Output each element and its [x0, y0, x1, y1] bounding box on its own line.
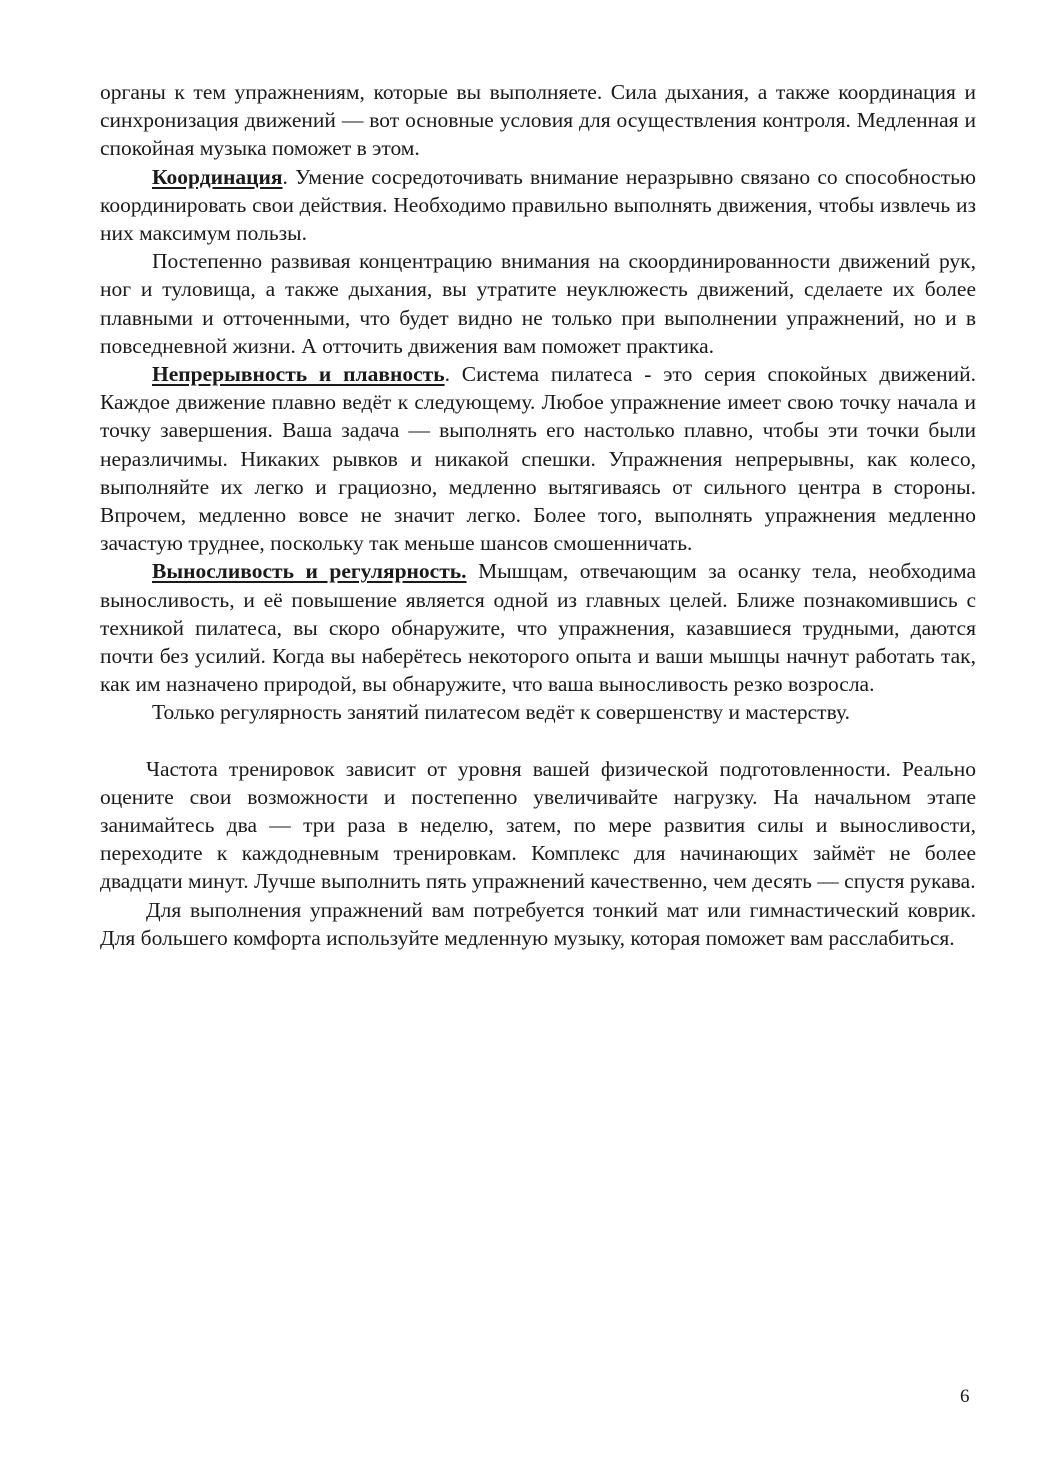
paragraph-equipment: Для выполнения упражнений вам потребуется тонкий мат или гимнастический коврик. Для большего комфорта используйте медленную музыку, которая поможет вам расслабиться.: [100, 897, 976, 950]
paragraph-gap: [100, 727, 976, 755]
paragraph-endurance-text: Мышцам, отвечающим за осанку тела, необходима выносливость, и её повышение является одной из главных целей. Ближе познакомившись с техникой пилатеса, вы скоро обнаружите, что упражнения, казавшиеся трудными, даются почти без усилий. Когда вы наберётесь некоторого опыта и ваши мышцы начнут работать так, как им назначено природой, вы обнаружите, что ваша выносливость резко возросла.: [100, 559, 976, 697]
paragraph-endurance: [100, 557, 976, 698]
paragraph-continuity-text: . Система пилатеса - это серия спокойных движений. Каждое движение плавно ведёт к следующему. Любое упражнение имеет свою точку начала и точку завершения. Ваша задача — выполнять его настолько плавно, чтобы эти точки были неразличимы. Никаких рывков и никакой спешки. Упражнения непрерывны, как колесо, выполняйте их легко и грациозно, медленно вытягиваясь от сильного центра в стороны. Впрочем, медленно вовсе не значит легко. Более того, выполнять упражнения медленно зачастую труднее, поскольку так меньше шансов смошенничать.: [100, 362, 976, 556]
paragraph-control-continuation: органы к тем упражнениям, которые вы выполняете. Сила дыхания, а также координация и синхронизация движений — вот основные условия для осуществления контроля. Медленная и спокойная музыка поможет в этом.: [100, 80, 976, 161]
term-continuity: Непрерывность и плавность: [152, 362, 445, 387]
paragraph-continuity: [100, 360, 976, 557]
term-endurance: Выносливость и регулярность.: [152, 559, 467, 584]
term-coordination: Координация: [152, 164, 283, 189]
page-number: 6: [960, 1386, 970, 1407]
paragraph-coordination-text: . Умение сосредоточивать внимание неразрывно связано со способностью координировать свои действия. Необходимо правильно выполнять движения, чтобы извлечь из них максимум пользы.: [100, 164, 976, 246]
paragraph-training-frequency: Частота тренировок зависит от уровня вашей физической подготовленности. Реально оцените свои возможности и постепенно увеличивайте нагрузку. На начальном этапе занимайтесь два — три раза в неделю, затем, по мере развития силы и выносливости, переходите к каждодневным тренировкам. Комплекс для начинающих займёт не более двадцати минут. Лучше выполнить пять упражнений качественно, чем десять — спустя рукава.: [100, 756, 976, 894]
document-page: [100, 78, 976, 952]
paragraph-coordination: [100, 163, 976, 248]
paragraph-regularity: Только регулярность занятий пилатесом ведёт к совершенству и мастерству.: [152, 700, 850, 725]
paragraph-coordination-development: Постепенно развивая концентрацию внимания на скоординированности движений рук, ног и туловища, а также дыхания, вы утратите неуклюжесть движений, сделаете их более плавными и отточенными, что будет видно не только при выполнении упражнений, но и в повседневной жизни. А отточить движения вам поможет практика.: [100, 249, 976, 358]
